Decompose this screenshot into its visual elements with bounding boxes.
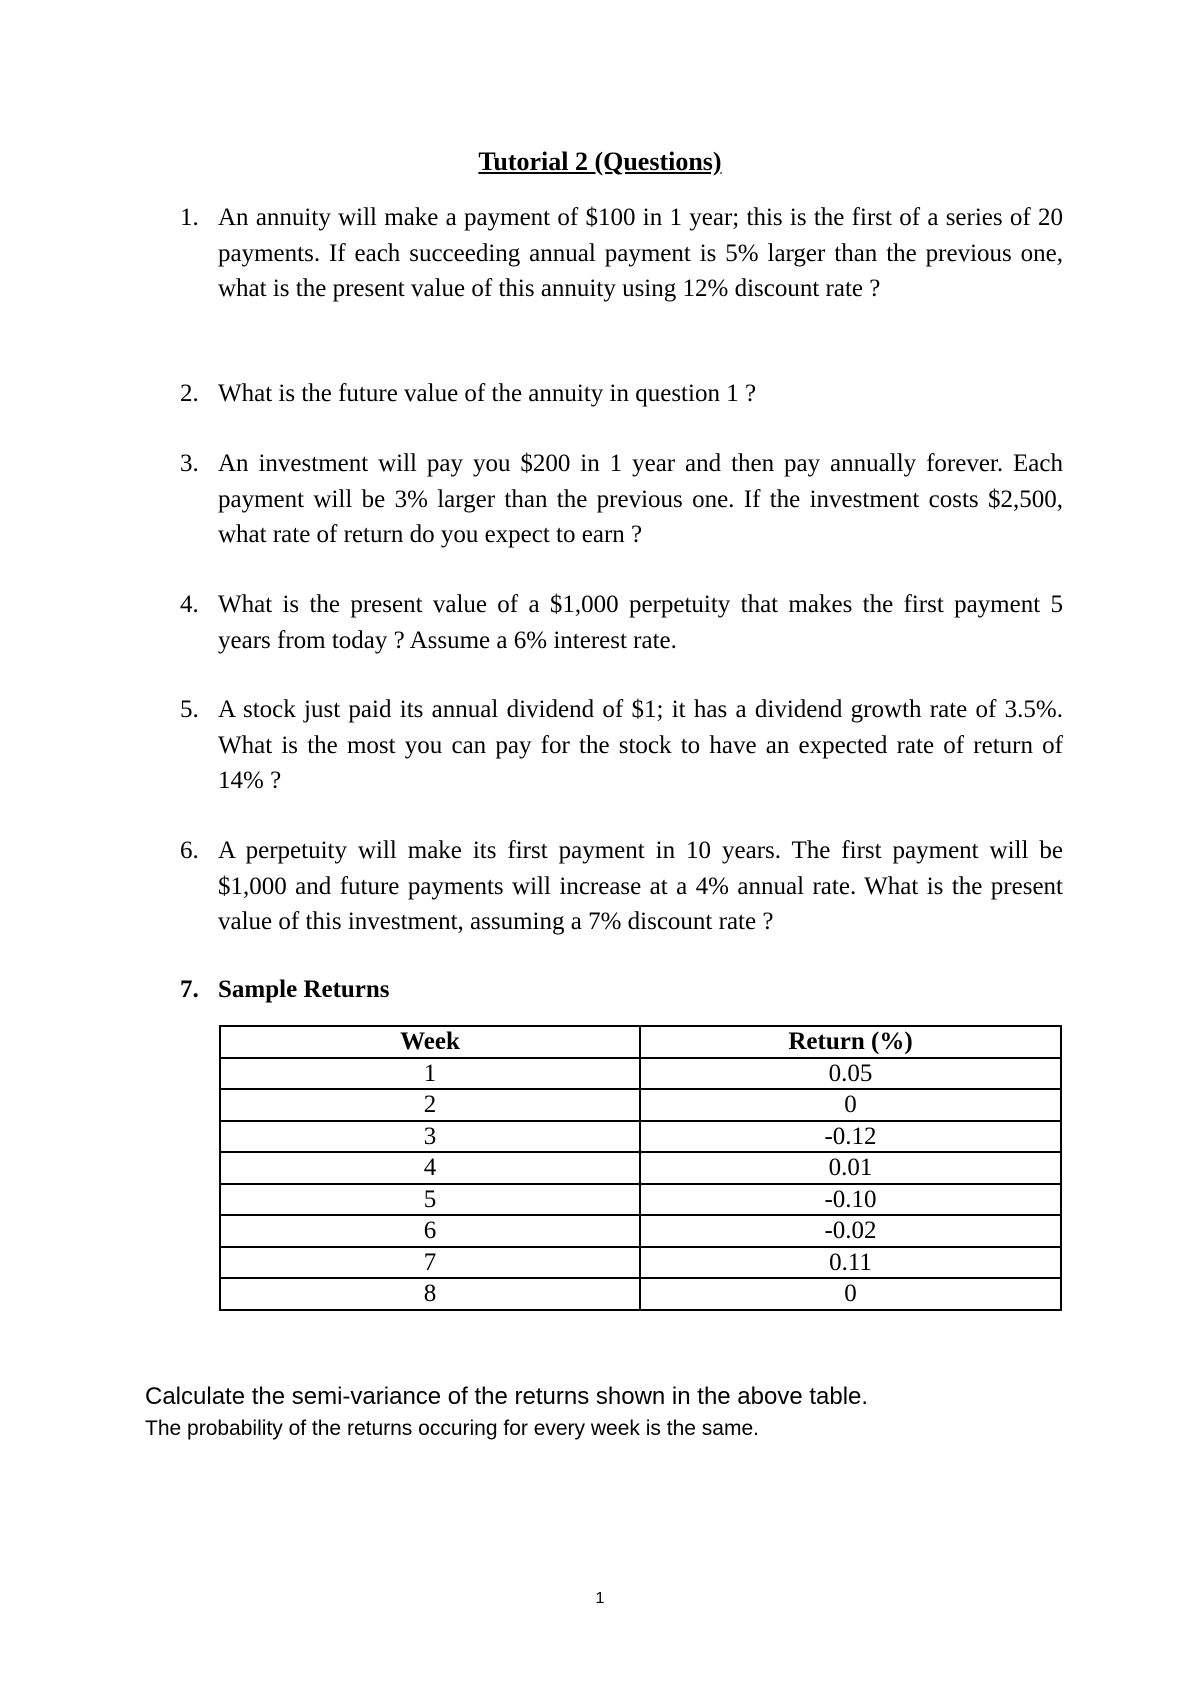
table-row (220, 1215, 1061, 1247)
table-row (220, 1121, 1061, 1153)
page-number: 1 (595, 1590, 605, 1607)
question-number: 4. (180, 591, 199, 618)
week-cell: 2 (220, 1089, 640, 1121)
question-text: An investment will pay you $200 in 1 year and then pay annually forever. Each payment will be 3% larger than the previous one. If the investment costs $2,500, what rate of return do you expect to earn ? (218, 450, 1063, 548)
question-text: What is the present value of a $1,000 perpetuity that makes the first payment 5 years from today ? Assume a 6% interest rate. (218, 591, 1063, 654)
week-cell: 7 (220, 1247, 640, 1279)
return-cell: -0.02 (640, 1215, 1061, 1247)
table-row (220, 1089, 1061, 1121)
return-cell: -0.10 (640, 1184, 1061, 1216)
return-cell: 0.05 (640, 1058, 1061, 1090)
return-cell: -0.12 (640, 1121, 1061, 1153)
week-cell: 5 (220, 1184, 640, 1216)
column-header-week: Week (220, 1026, 640, 1058)
question-number: 2. (180, 380, 199, 407)
week-cell: 1 (220, 1058, 640, 1090)
week-cell: 4 (220, 1152, 640, 1184)
sample-returns-table (219, 1025, 1062, 1311)
question-5 (170, 692, 1063, 799)
return-cell: 0.11 (640, 1247, 1061, 1279)
table-row (220, 1058, 1061, 1090)
table-row (220, 1184, 1061, 1216)
table-row (220, 1247, 1061, 1279)
table-row (220, 1278, 1061, 1310)
question-2 (170, 376, 1063, 412)
question-4 (170, 587, 1063, 658)
table-row (220, 1152, 1061, 1184)
return-cell: 0.01 (640, 1152, 1061, 1184)
return-cell: 0 (640, 1089, 1061, 1121)
table-header-row (220, 1026, 1061, 1058)
question-3 (170, 446, 1063, 553)
question-number: 7. (180, 976, 199, 1003)
page-title: Tutorial 2 (Questions) (478, 147, 722, 176)
question-6 (170, 833, 1063, 940)
question-text: An annuity will make a payment of $100 in 1 year; this is the first of a series of 20 payments. If each succeeding annual payment is 5% larger than the previous one, what is the present value of this annuity using 12% discount rate ? (218, 204, 1063, 302)
question-text: A perpetuity will make its first payment in 10 years. The first payment will be $1,000 and future payments will increase at a 4% annual rate. What is the present value of this investment, assuming a 7% discount rate ? (218, 837, 1063, 935)
question-1 (170, 200, 1063, 307)
question-number: 5. (180, 696, 199, 723)
question-number: 1. (180, 204, 199, 231)
question-7-label: Sample Returns (218, 976, 390, 1003)
question-number: 6. (180, 837, 199, 864)
week-cell: 3 (220, 1121, 640, 1153)
probability-note: The probability of the returns occuring for every week is the same. (145, 1417, 759, 1440)
semi-variance-instruction: Calculate the semi-variance of the returns shown in the above table. (145, 1383, 869, 1410)
question-number: 3. (180, 450, 199, 477)
question-text: What is the future value of the annuity in question 1 ? (218, 380, 757, 407)
week-cell: 8 (220, 1278, 640, 1310)
return-cell: 0 (640, 1278, 1061, 1310)
question-text: A stock just paid its annual dividend of $1; it has a dividend growth rate of 3.5%. What is the most you can pay for the stock to have an expected rate of return of 14% ? (218, 696, 1063, 794)
week-cell: 6 (220, 1215, 640, 1247)
column-header-return: Return (%) (640, 1026, 1061, 1058)
